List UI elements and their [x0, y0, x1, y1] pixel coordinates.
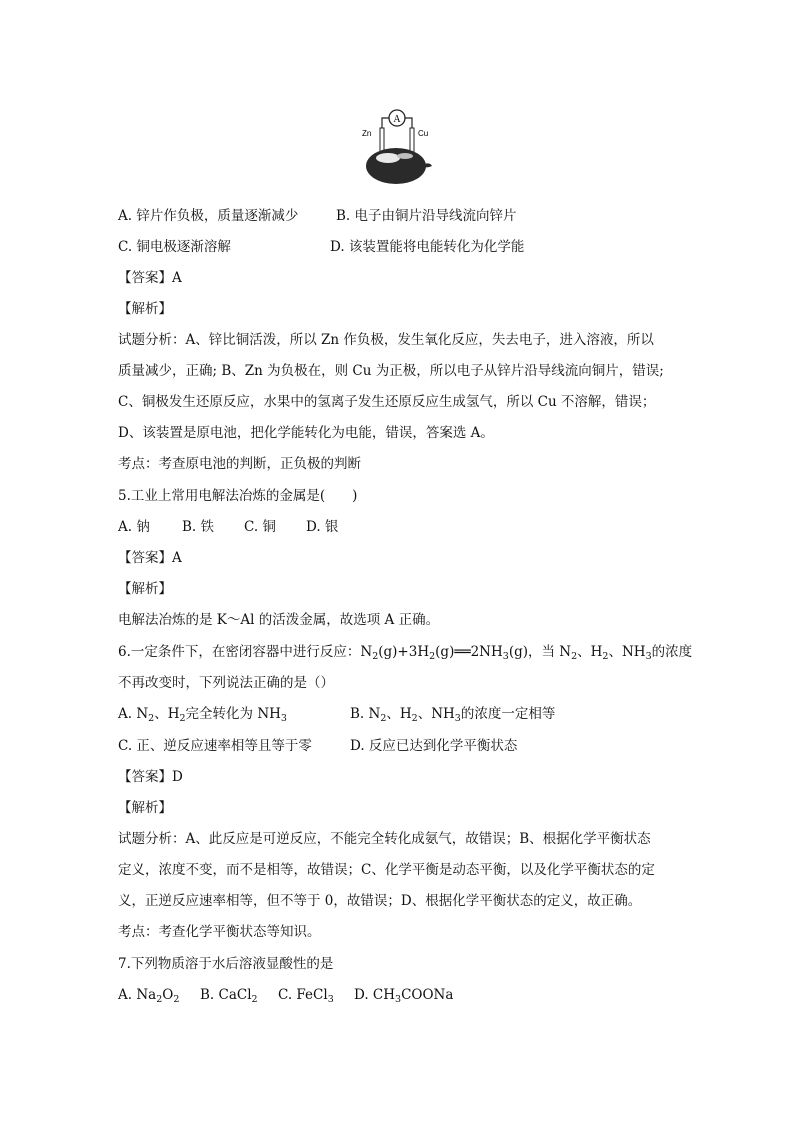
- q6-analysis-heading: 【解析】: [118, 800, 172, 816]
- q6-kaodian: 考点：考查化学平衡状态等知识。: [118, 924, 321, 940]
- q4-analysis-heading: 【解析】: [118, 301, 172, 317]
- q4-option-d: D. 该装置能将电能转化为化学能: [330, 239, 525, 255]
- q5-stem: 5.工业上常用电解法冶炼的金属是( ): [118, 488, 358, 504]
- q7-option-b: B. CaCl$_2$: [200, 987, 258, 1005]
- lemon-icon: [366, 148, 426, 184]
- q7-option-a: A. $Na_2O_2$: [118, 987, 180, 1005]
- q4-analysis-line: 试题分析：A、锌比铜活泼，所以 Zn 作负极，发生氧化反应，失去电子，进入溶液，所以: [118, 332, 654, 348]
- ammeter-label: A: [393, 114, 401, 125]
- q6-stem-line1: 6.一定条件下，在密闭容器中进行反应：$N_2(g)+3H_2(g)══2NH_3(g)$，当 $N_2$、$H_2$、$NH_3$的浓度: [118, 644, 693, 662]
- q5-option-a: A. 钠: [118, 519, 150, 535]
- q6-stem-line2: 不再改变时，下列说法正确的是（）: [118, 675, 334, 691]
- q4-analysis-line: D、该装置是原电池，把化学能转化为电能，错误，答案选 A。: [118, 425, 494, 441]
- q6-option-a: A. $N_2$、$H_2$完全转化为 $NH_3$: [118, 706, 287, 724]
- q5-answer: 【答案】A: [118, 550, 182, 566]
- q6-option-b: B. $N_2$、$H_2$、$NH_3$的浓度一定相等: [350, 706, 556, 724]
- q6-analysis-line: 试题分析：A、此反应是可逆反应，不能完全转化成氨气，故错误；B、根据化学平衡状态: [118, 831, 651, 847]
- q5-analysis-heading: 【解析】: [118, 581, 172, 597]
- q5-option-c: C. 铜: [244, 519, 276, 535]
- q7-stem: 7.下列物质溶于水后溶液显酸性的是: [118, 956, 334, 972]
- q4-option-b: B. 电子由铜片沿导线流向锌片: [336, 208, 517, 224]
- q7-option-c: C. FeCl$_3$: [278, 987, 334, 1005]
- q5-option-d: D. 银: [306, 519, 339, 535]
- zn-label: Zn: [362, 129, 372, 138]
- q6-answer: 【答案】D: [118, 769, 183, 785]
- lemon-battery-figure: [358, 104, 436, 190]
- q5-analysis: 电解法冶炼的是 K～Al 的活泼金属，故选项 A 正确。: [118, 612, 440, 628]
- q4-analysis-line: 质量减少，正确; B、Zn 为负极在，则 Cu 为正极，所以电子从锌片沿导线流向铜片，错误;: [118, 363, 664, 379]
- cu-label: Cu: [418, 129, 429, 138]
- q4-analysis-line: C、铜极发生还原反应，水果中的氢离子发生还原反应生成氢气，所以 Cu 不溶解，错误；: [118, 394, 656, 410]
- q6-analysis-line: 义，正逆反应速率相等，但不等于 0，故错误；D、根据化学平衡状态的定义，故正确。: [118, 893, 642, 909]
- q4-answer: 【答案】A: [118, 270, 182, 286]
- q7-option-d: D. $CH_3COONa$: [354, 987, 454, 1005]
- q4-kaodian: 考点：考查原电池的判断，正负极的判断: [118, 456, 361, 472]
- q6-option-d: D. 反应已达到化学平衡状态: [350, 738, 518, 754]
- q6-analysis-line: 定义，浓度不变，而不是相等，故错误；C、化学平衡是动态平衡，以及化学平衡状态的定: [118, 862, 655, 878]
- q5-option-b: B. 铁: [182, 519, 215, 535]
- q6-option-c: C. 正、逆反应速率相等且等于零: [118, 738, 312, 754]
- q4-option-c: C. 铜电极逐渐溶解: [118, 239, 231, 255]
- q4-option-a: A. 锌片作负极，质量逐渐减少: [118, 208, 299, 224]
